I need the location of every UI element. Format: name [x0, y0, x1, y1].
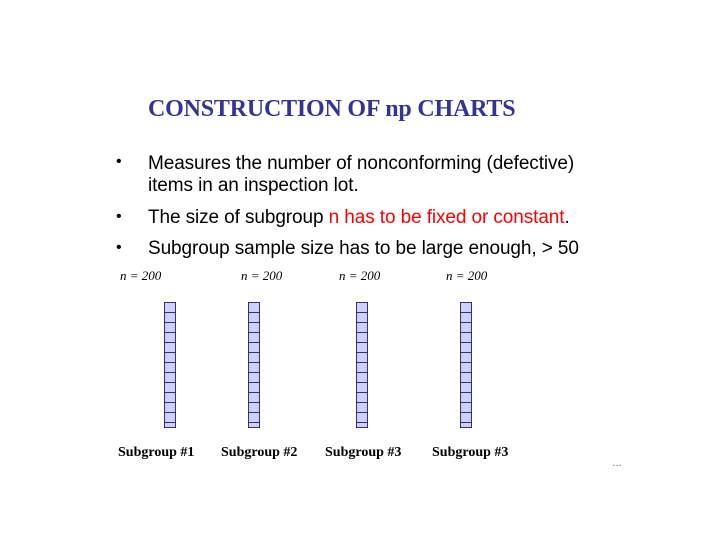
bullet-item [148, 153, 574, 197]
subgroup-label: Subgroup #1 [118, 445, 195, 460]
bullet-item: Subgroup sample size has to be large enough, > 50 [148, 238, 579, 259]
sample-size-label: n = 200 [120, 268, 162, 283]
subgroup-bar [356, 302, 368, 428]
page-title: CONSTRUCTION OF np CHARTS [148, 96, 516, 122]
bullet-marker: • [116, 208, 122, 225]
bullet-text-plain: The size of subgroup [148, 207, 329, 228]
bullet-marker: • [116, 239, 122, 256]
footer-dots: … [612, 458, 622, 469]
subgroup-bar [248, 302, 260, 428]
bullet-item [148, 207, 570, 229]
subgroup-label: Subgroup #3 [325, 445, 402, 460]
bullet-marker: • [116, 153, 122, 170]
bullet-line: items in an inspection lot. [148, 175, 359, 196]
bullet-text-tail: . [564, 207, 570, 228]
subgroup-label: Subgroup #3 [432, 445, 509, 460]
sample-size-label: n = 200 [241, 268, 283, 283]
bullet-line: Measures the number of nonconforming (defective) [148, 153, 575, 174]
sample-size-label: n = 200 [339, 268, 381, 283]
subgroup-label: Subgroup #2 [221, 445, 298, 460]
sample-size-label: n = 200 [446, 268, 488, 283]
bullet-text-highlight: n has to be fixed or constant [328, 207, 565, 228]
subgroup-bar [460, 302, 472, 428]
subgroup-bar [164, 302, 176, 428]
